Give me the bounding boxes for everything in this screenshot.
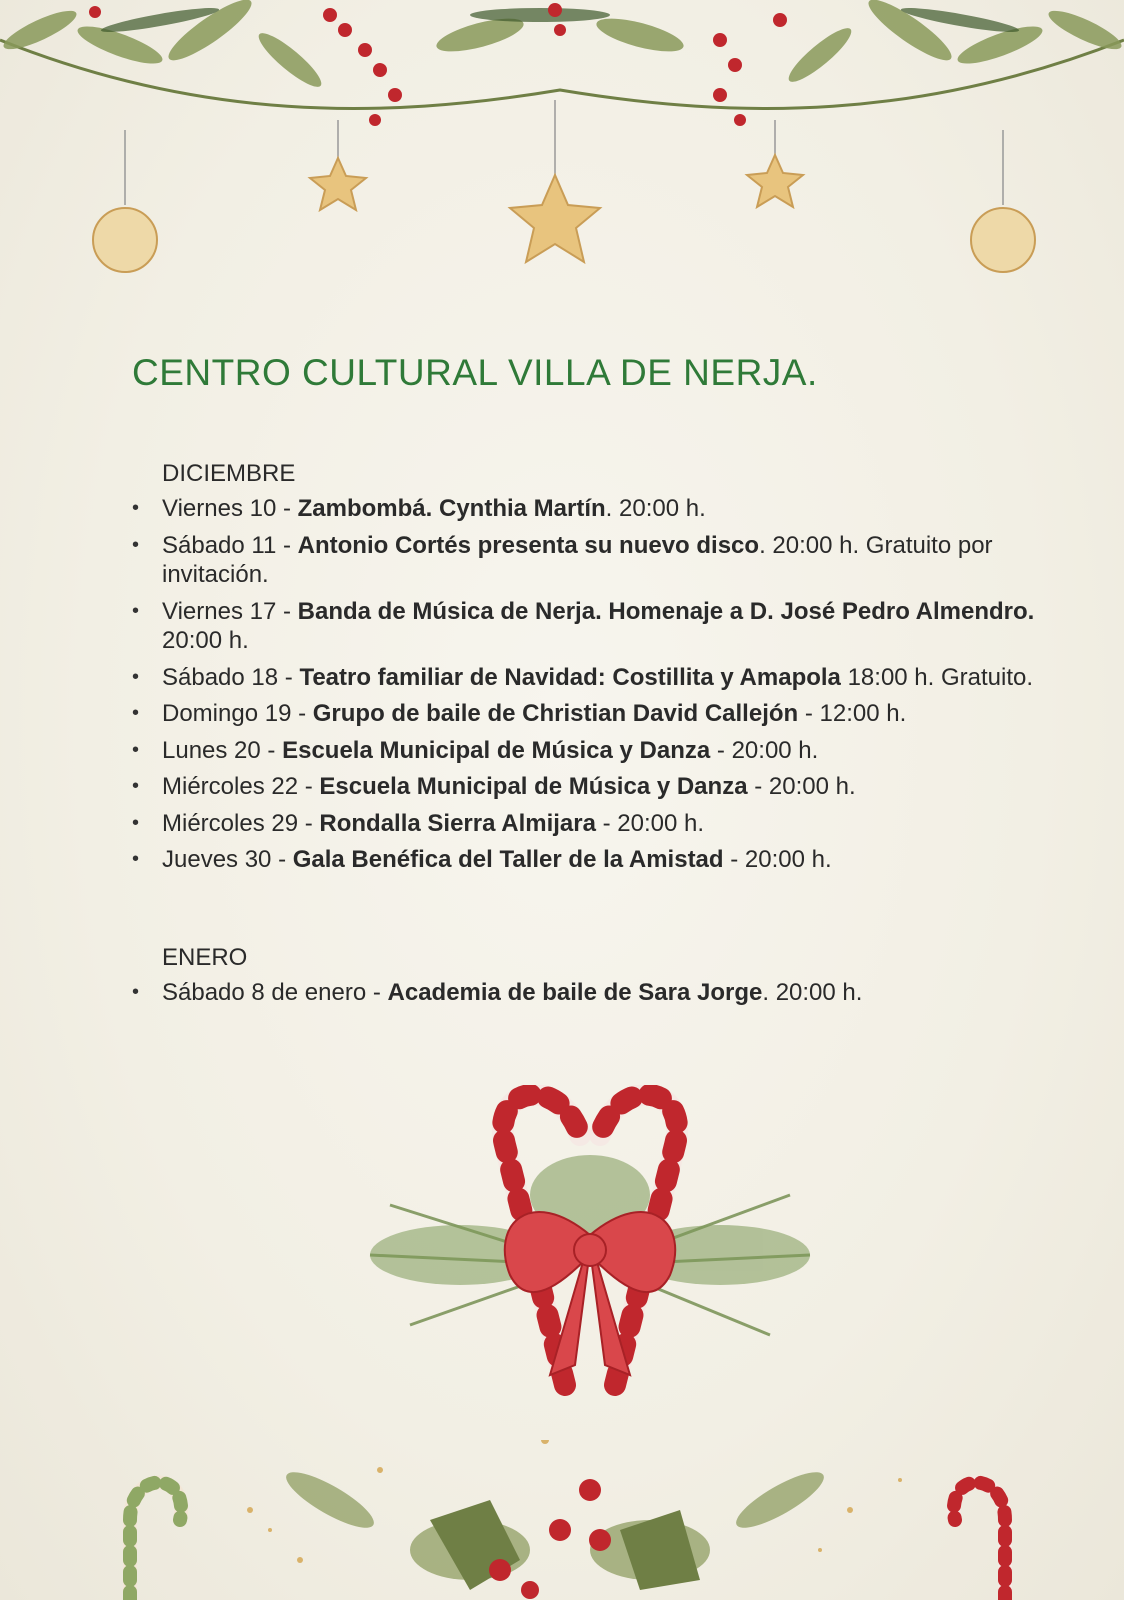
event-title: Grupo de baile de Christian David Callejón bbox=[312, 700, 799, 727]
event-time: - 20:00 h. bbox=[710, 736, 819, 764]
event-time: - 20:00 h. bbox=[595, 809, 705, 837]
event-title: Antonio Cortés presenta su nuevo disco bbox=[297, 531, 760, 559]
list-item bbox=[132, 845, 1072, 875]
event-date: Viernes 10 - bbox=[162, 495, 298, 522]
month-section-january bbox=[132, 944, 1072, 1015]
event-title: Gala Benéfica del Taller de la Amistad bbox=[292, 846, 724, 873]
event-list bbox=[132, 494, 1072, 875]
event-date: Sábado 11 - bbox=[162, 531, 298, 559]
event-date: Miércoles 22 - bbox=[162, 773, 320, 800]
event-time: . 20:00 h. bbox=[762, 979, 863, 1006]
candy-canes-bow-icon bbox=[330, 1085, 850, 1425]
month-heading: DICIEMBRE bbox=[162, 460, 296, 487]
list-item bbox=[132, 699, 1072, 729]
holly-berries-icon bbox=[0, 1440, 1124, 1600]
event-time: - 20:00 h. bbox=[747, 773, 856, 800]
list-item bbox=[132, 736, 1072, 766]
list-item bbox=[132, 663, 1072, 693]
event-date: Sábado 18 - bbox=[162, 663, 300, 691]
month-section-december bbox=[132, 460, 1072, 882]
page-title: CENTRO CULTURAL VILLA DE NERJA. bbox=[132, 352, 818, 393]
list-item bbox=[132, 978, 1072, 1008]
event-title: Escuela Municipal de Música y Danza bbox=[319, 773, 748, 800]
list-item bbox=[132, 531, 1072, 590]
event-time: . 20:00 h. Gratuito por invitación. bbox=[162, 531, 993, 588]
list-item bbox=[132, 772, 1072, 802]
event-time: . 20:00 h. bbox=[605, 495, 706, 522]
list-item bbox=[132, 809, 1072, 839]
event-list bbox=[132, 978, 1072, 1008]
event-title: Banda de Música de Nerja. Homenaje a D. José Pedro Almendro. bbox=[297, 597, 1035, 625]
event-title: Rondalla Sierra Almijara bbox=[319, 809, 596, 837]
event-title: Academia de baile de Sara Jorge bbox=[387, 979, 763, 1006]
event-date: Domingo 19 - bbox=[162, 700, 313, 727]
month-heading: ENERO bbox=[162, 944, 248, 971]
event-time: 20:00 h. bbox=[162, 627, 249, 654]
event-date: Viernes 17 - bbox=[162, 597, 298, 625]
event-time: 18:00 h. Gratuito. bbox=[840, 663, 1034, 691]
event-date: Lunes 20 - bbox=[162, 736, 283, 764]
list-item bbox=[132, 597, 1072, 656]
event-date: Miércoles 29 - bbox=[162, 809, 320, 837]
event-title: Teatro familiar de Navidad: Costillita y Amapola bbox=[299, 663, 841, 691]
event-time: - 20:00 h. bbox=[723, 846, 832, 873]
event-title: Escuela Municipal de Música y Danza bbox=[282, 736, 711, 764]
christmas-garland-icon bbox=[0, 0, 1124, 290]
event-title: Zambombá. Cynthia Martín bbox=[297, 495, 606, 522]
list-item bbox=[132, 494, 1072, 524]
event-date: Sábado 8 de enero - bbox=[162, 979, 388, 1006]
event-date: Jueves 30 - bbox=[162, 846, 293, 873]
event-time: - 12:00 h. bbox=[798, 700, 907, 727]
